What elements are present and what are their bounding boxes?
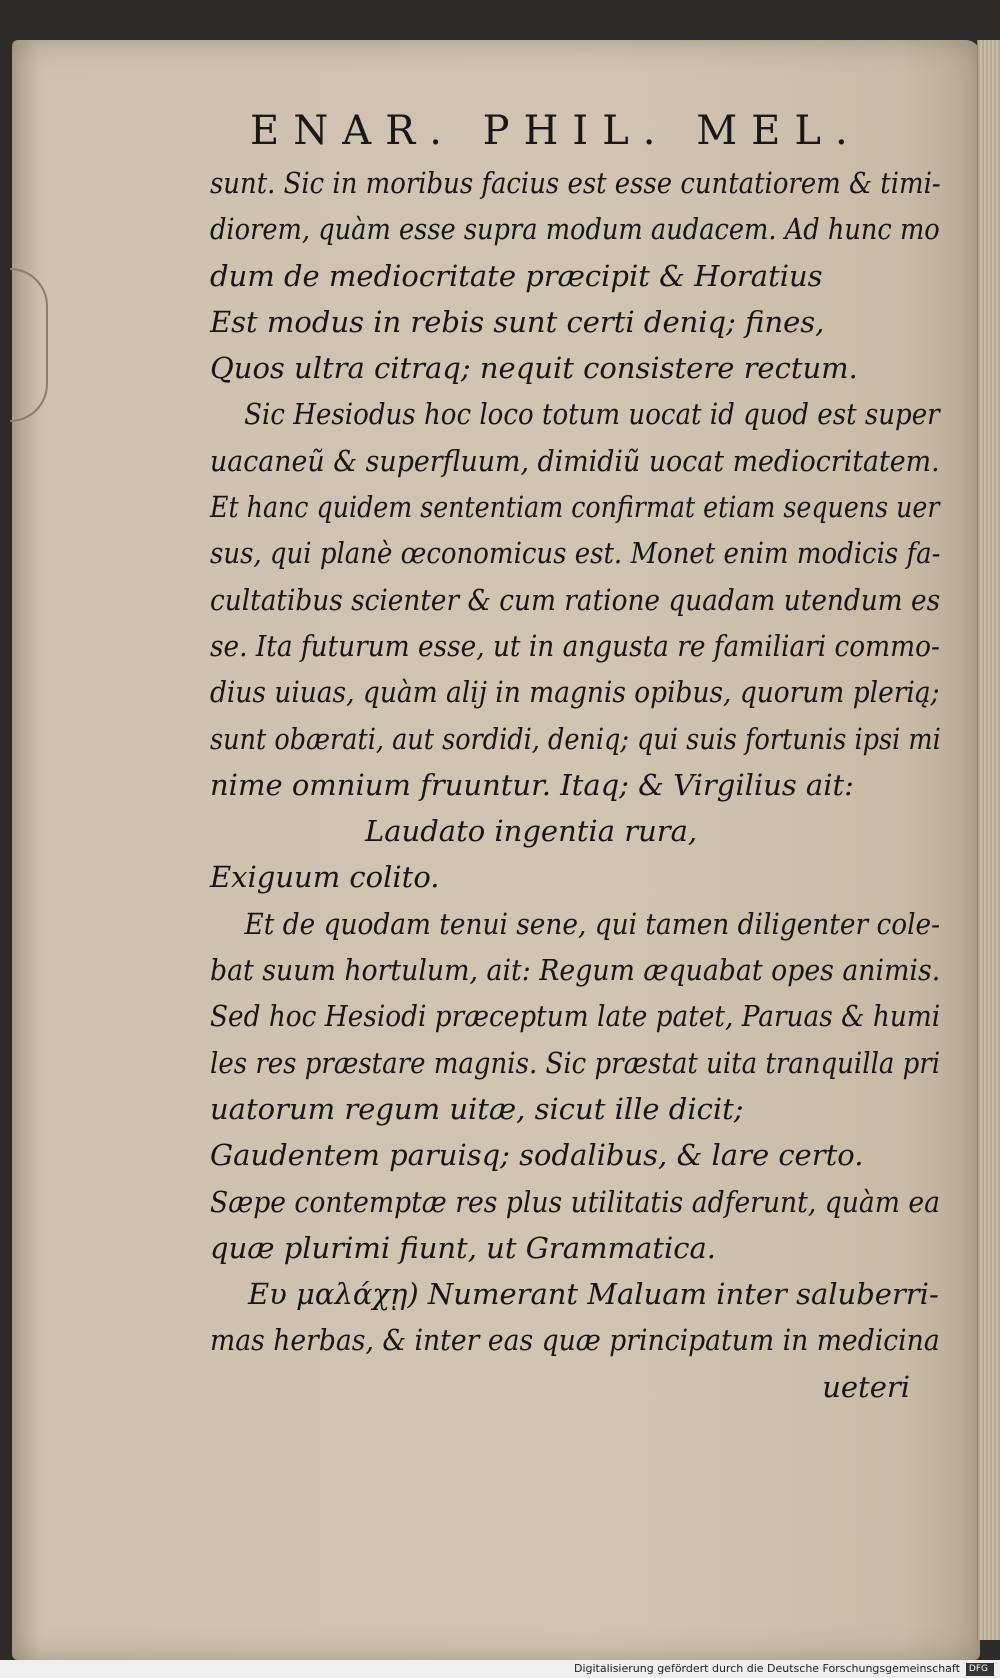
text-line: uacaneũ & superfluum, dimidiũ uocat mediocritatem. xyxy=(210,443,940,478)
text-line: Sic Hesiodus hoc loco totum uocat id quod est super xyxy=(244,397,940,432)
text-line: Sed hoc Hesiodi præceptum late patet, Paruas & humi xyxy=(210,999,941,1034)
text-line: dum de mediocritate præcipit & Horatius xyxy=(210,258,823,293)
lemma-line: Ευ μαλάχῃ) Numerant Maluam inter saluberri- xyxy=(248,1277,939,1312)
text-line: Et de quodam tenui sene, qui tamen diligenter cole- xyxy=(244,906,941,941)
text-line: cultatibus scienter & cum ratione quadam utendum es xyxy=(210,582,941,617)
body-text xyxy=(210,160,940,1410)
text-line: diorem, quàm esse supra modum audacem. Ad hunc mo xyxy=(210,212,940,247)
verse-line: Gaudentem paruisq; sodalibus, & lare certo. xyxy=(210,1138,864,1173)
digitization-footer xyxy=(0,1660,1000,1678)
running-head: ENAR. PHIL. MEL. xyxy=(250,108,862,154)
verse-line: Laudato ingentia rura, xyxy=(365,814,698,849)
text-line: Sæpe contemptæ res plus utilitatis adferunt, quàm ea xyxy=(210,1184,941,1219)
catchword: ueteri xyxy=(822,1369,910,1404)
text-line: les res præstare magnis. Sic præstat uita tranquilla pri xyxy=(210,1045,941,1080)
text-line: sunt obærati, aut sordidi, deniq; qui suis fortunis ipsi mi xyxy=(210,721,941,756)
dfg-logo: DFG xyxy=(966,1663,994,1676)
text-line: bat suum hortulum, ait: Regum æquabat opes animis. xyxy=(210,953,941,988)
clasp-tab xyxy=(10,268,48,422)
text-line: Quos ultra citraq; nequit consistere rectum. xyxy=(210,351,858,386)
verse-line: Exiguum colito. xyxy=(210,860,440,895)
text-line: Est modus in rebis sunt certi deniq; fines, xyxy=(210,304,825,339)
text-line: dius uiuas, quàm alij in magnis opibus, quorum plerią; xyxy=(210,675,940,710)
text-line: quæ plurimi fiunt, ut Grammatica. xyxy=(210,1230,716,1265)
text-line: Et hanc quidem sententiam confirmat etiam sequens uer xyxy=(210,490,940,525)
page-stack-edge xyxy=(977,40,1000,1640)
text-line: nime omnium fruuntur. Itaq; & Virgilius ait: xyxy=(210,767,854,802)
text-line: mas herbas, & inter eas quæ principatum in medicina xyxy=(210,1323,940,1358)
text-line: sunt. Sic in moribus facius est esse cuntatiorem & timi- xyxy=(210,166,941,200)
text-line: sus, qui planè œconomicus est. Monet enim modicis fa- xyxy=(210,536,941,571)
text-line: se. Ita futurum esse, ut in angusta re familiari commo- xyxy=(210,628,940,663)
footer-text: Digitalisierung gefördert durch die Deutsche Forschungsgemeinschaft xyxy=(573,1662,960,1675)
text-line: uatorum regum uitæ, sicut ille dicit; xyxy=(210,1091,744,1126)
